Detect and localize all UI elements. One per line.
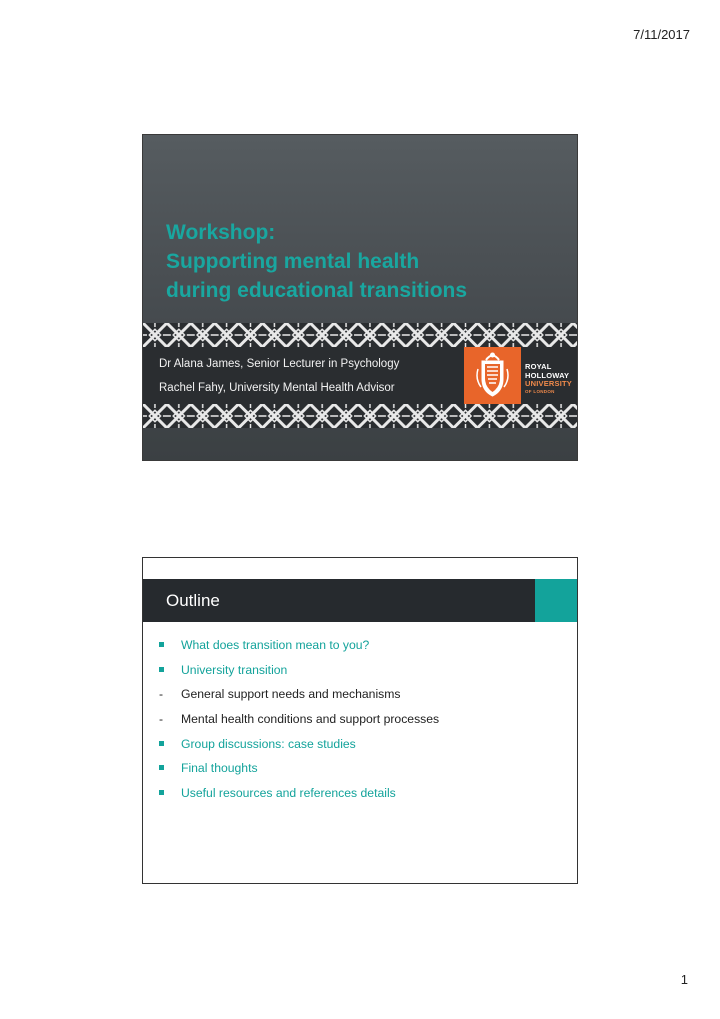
outline-header [143, 579, 535, 622]
outline-title: Outline [166, 591, 220, 610]
list-item-text: Useful resources and references details [181, 786, 396, 801]
university-crest-logo [464, 347, 521, 404]
header-accent-block [535, 579, 578, 622]
slide-title [166, 218, 556, 305]
list-item-text: University transition [181, 662, 288, 677]
list-item-text: Group discussions: case studies [181, 736, 356, 751]
title-line: during educational transitions [166, 279, 468, 302]
wordmark-line: HOLLOWAY [525, 370, 570, 380]
wordmark-subline: OF LONDON [525, 388, 555, 394]
university-wordmark [525, 363, 572, 395]
list-item-text: What does transition mean to you? [181, 638, 370, 652]
wordmark-line: UNIVERSITY [525, 379, 573, 388]
decorative-pattern-bottom [143, 404, 577, 428]
presenter-2: Rachel Fahy, University Mental Health Advisor [159, 382, 395, 394]
presenter-1: Dr Alana James, Senior Lecturer in Psychology [159, 358, 400, 370]
list-item-text: Mental health conditions and support processes [181, 712, 440, 727]
decorative-pattern-top [143, 323, 577, 347]
presenter-band [143, 347, 577, 404]
crest-icon [464, 347, 521, 404]
page-date: 7/11/2017 [633, 27, 690, 42]
list-item-text: General support needs and mechanisms [181, 687, 401, 702]
title-slide [142, 134, 578, 461]
page-number: 1 [680, 972, 688, 987]
title-line: Workshop: [166, 221, 276, 244]
wordmark-line: ROYAL [525, 362, 552, 371]
list-item-text: Final thoughts [181, 761, 258, 776]
title-line: Supporting mental health [166, 250, 420, 273]
outline-slide [142, 557, 578, 884]
